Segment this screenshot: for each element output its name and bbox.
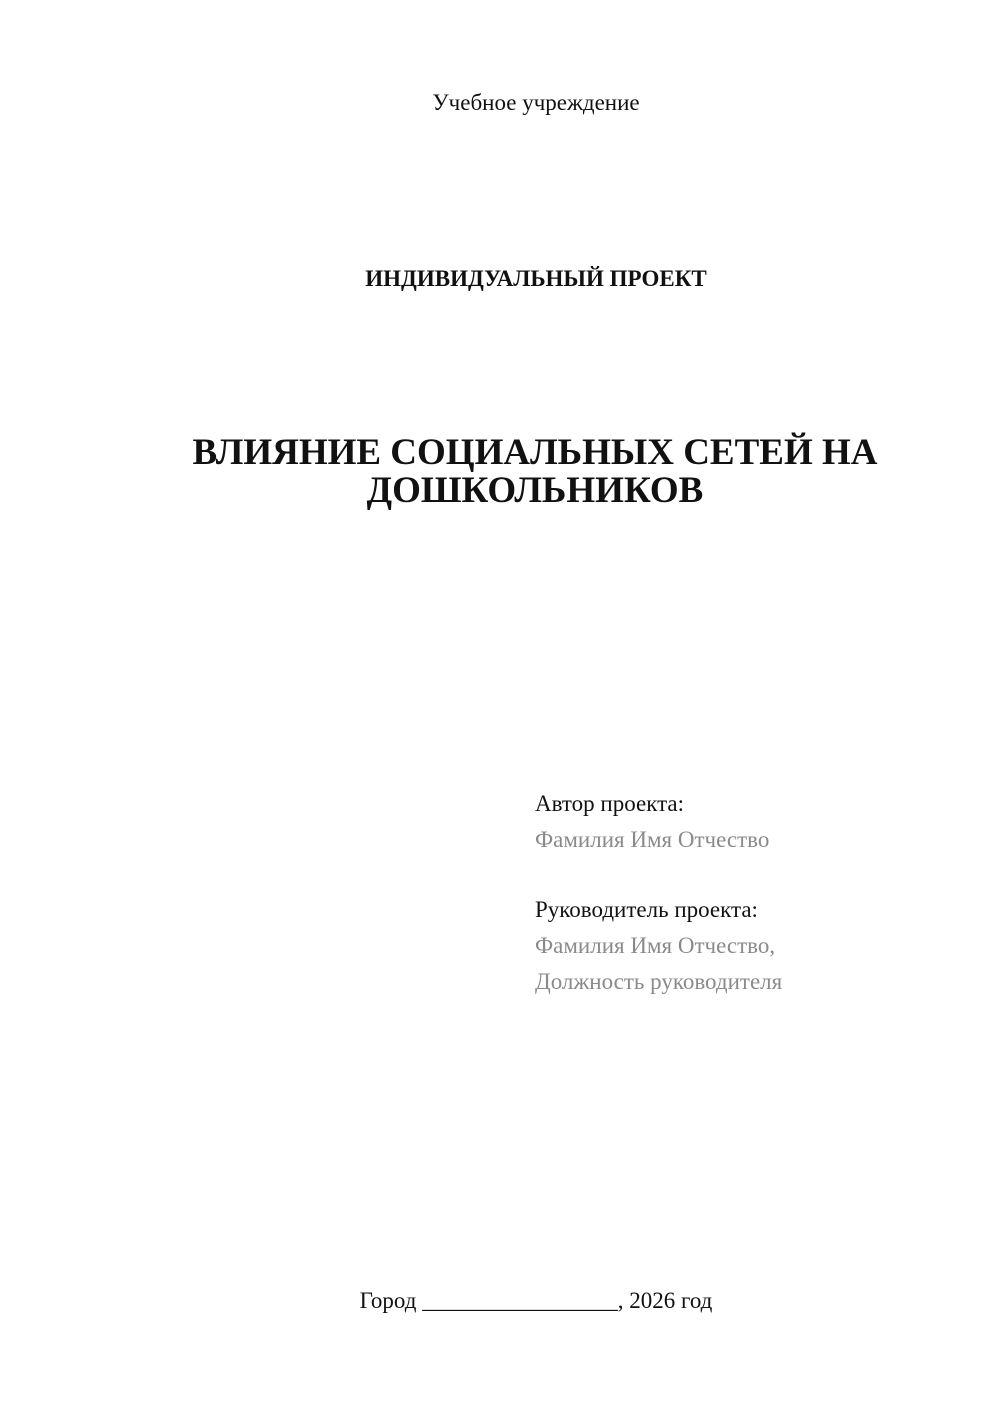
supervisor-position: Должность руководителя bbox=[535, 969, 783, 994]
author-name: Фамилия Имя Отчество bbox=[535, 827, 770, 852]
city-year-footer: Город _________________, 2026 год bbox=[359, 1288, 713, 1313]
project-title bbox=[150, 434, 920, 510]
project-title-line-1: ВЛИЯНИЕ СОЦИАЛЬНЫХ СЕТЕЙ НА bbox=[192, 432, 878, 473]
project-title-line-2: ДОШКОЛЬНИКОВ bbox=[366, 470, 704, 511]
institution-name: Учебное учреждение bbox=[432, 90, 640, 115]
spacer bbox=[535, 858, 975, 892]
project-credits bbox=[535, 786, 975, 1000]
author-label: Автор проекта: bbox=[535, 791, 684, 816]
project-type-heading: ИНДИВИДУАЛЬНЫЙ ПРОЕКТ bbox=[365, 266, 707, 291]
supervisor-name: Фамилия Имя Отчество, bbox=[535, 933, 776, 958]
supervisor-label: Руководитель проекта: bbox=[535, 897, 758, 922]
